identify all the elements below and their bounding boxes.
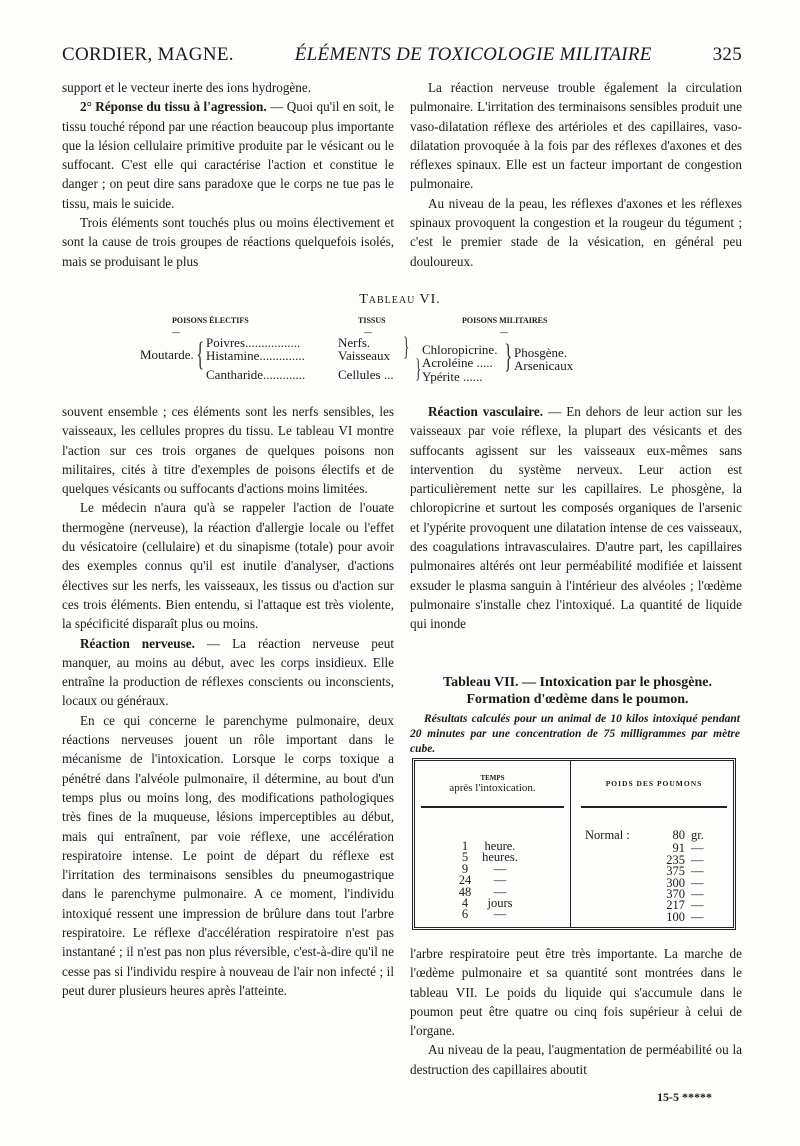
paragraph-heading: 2° Réponse du tissu à l'agression. (80, 99, 267, 115)
table-vi-header: POISONS MILITAIRES (462, 316, 548, 325)
weight-unit: — (691, 875, 704, 890)
table-row (455, 909, 570, 920)
col-header: POIDS DES POUMONS (605, 779, 703, 788)
time-unit: — (493, 861, 507, 876)
page-number: 325 (712, 44, 742, 65)
normal-label: Normal : (585, 828, 630, 842)
paragraph-text: Au niveau de la peau, l'augmentation de perméabilité ou la destruction des capillaires aboutit (410, 1042, 742, 1077)
table-vii-caption: Résultats calculés pour un animal de 10 kilos intoxiqué pendant 20 minutes par une concentration de 75 milligrammes par mètre cube. (410, 713, 740, 755)
table-row (575, 875, 733, 890)
paragraph (62, 213, 394, 271)
paragraph-text: support et le vecteur inerte des ions hydrogène. (62, 80, 312, 95)
running-title-italic: ÉLÉMENTS DE TOXICOLOGIE MILITAIRE (294, 44, 652, 65)
table-vi-cell: Cantharide............. (206, 367, 306, 382)
table-row (575, 843, 733, 854)
weight-value: 300 (666, 875, 685, 890)
paragraph-text: — Quoi qu'il en soit, le tissu touché répond par une réaction beaucoup plus importante que la lésion cellulaire primitive produite par le vésicant ou le suffocant. C'est elle qui caractérise l'action et constitue le danger ; on peut dire sans paradoxe que le corps ne tue pas le tissu, mais le suicide. (62, 99, 394, 211)
table-row (575, 889, 733, 900)
dash: — (364, 328, 372, 337)
time-value: 24 (458, 873, 472, 888)
weight-unit: — (691, 909, 704, 924)
table-row (575, 852, 733, 867)
column-bottom-right-continued (410, 944, 742, 1079)
weight-value: 235 (666, 852, 685, 867)
table-row (575, 909, 733, 924)
normal-value: 80 (672, 828, 685, 842)
table-vi-title: Tableau VI. (359, 292, 441, 307)
time-value: 48 (458, 884, 472, 899)
brace: } (504, 338, 513, 375)
table-row (575, 866, 733, 877)
time-value: 4 (461, 896, 469, 911)
time-unit: jours (487, 896, 513, 911)
weight-unit: — (691, 864, 704, 879)
normal-unit: gr. (691, 828, 704, 842)
weight-unit: — (691, 841, 704, 856)
table-row (455, 852, 570, 863)
column-top-left (62, 78, 394, 271)
running-title: CORDIER, MAGNE. (62, 44, 234, 65)
col-header-small: TEMPS (480, 773, 505, 782)
time-unit: heure. (484, 839, 516, 853)
paragraph-heading: Réaction nerveuse. (80, 635, 195, 651)
paragraph (410, 194, 742, 271)
time-unit: — (493, 884, 507, 899)
table-vi-cell: Chloropicrine. (422, 342, 498, 357)
paragraph (62, 78, 394, 97)
time-value: 5 (461, 850, 469, 865)
running-header (62, 44, 742, 66)
table-vi-root: Moutarde. (140, 347, 194, 362)
table-vi-cell: Acroléine ..... (422, 355, 493, 370)
brace: } (415, 354, 422, 383)
table-row (455, 875, 570, 886)
table-vii (412, 758, 736, 930)
column-top-right (410, 78, 742, 271)
weight-value: 370 (666, 887, 685, 902)
paragraph-heading: Réaction vasculaire. (428, 404, 544, 419)
table-row (455, 861, 570, 876)
time-unit: — (493, 873, 507, 888)
table-row-normal (575, 830, 733, 841)
paragraph (410, 1040, 742, 1079)
table-vi-cell: Histamine.............. (206, 348, 305, 363)
table-vi-cell: Arsenicaux (514, 358, 574, 373)
time-value: 9 (461, 861, 469, 876)
weight-value: 100 (666, 909, 685, 924)
paragraph-text: — La réaction nerveuse peut manquer, au moins au début, avec les corps insidieux. Elle entraîne la production de réflexes conscients ou inconscients, locaux ou généraux. (62, 635, 394, 709)
paragraph-text: Au niveau de la peau, les réflexes d'axones et les réflexes spinaux provoquent la congestion et la rougeur du tégument ; c'est le premier stade de la vésication, en général peu douloureux. (410, 195, 742, 269)
paragraph (62, 498, 394, 633)
dash: — (500, 328, 508, 337)
table-vi-header: TISSUS (358, 316, 386, 325)
paragraph (410, 78, 742, 194)
column-bottom-right (410, 402, 742, 634)
paragraph-text: Trois éléments sont touchés plus ou moins électivement et sont la cause de trois groupes de réactions quelquefois isolés, mais se produisant le plus (62, 215, 394, 269)
table-vi-cell: Vaisseaux (338, 348, 390, 363)
table-vi-cell: Poivres................. (206, 335, 301, 350)
table-vi-cell: Phosgène. (514, 345, 568, 360)
paragraph-text: l'arbre respiratoire peut être très importante. La marche de l'œdème pulmonaire et sa quantité sont montrées dans le tableau VII. Le poids du liquide qui s'accumule dans le poumon peut être quatre ou cinq fois supérieur à celui de l'organe. (410, 946, 742, 1039)
weight-value: 91 (672, 841, 685, 856)
table-vi-cell: Cellules ... (338, 367, 394, 382)
paragraph (410, 402, 742, 634)
column-bottom-left (62, 402, 394, 1000)
table-vi-header: POISONS ÉLECTIFS (172, 316, 249, 325)
time-unit: heures. (482, 850, 518, 865)
time-unit: — (493, 907, 507, 922)
printer-signature: 15-5 ***** (657, 1090, 712, 1104)
table-vii-title: Tableau VII. — Intoxication par le phosgène. Formation d'œdème dans le poumon. (443, 675, 712, 707)
paragraph (62, 711, 394, 1000)
paragraph (62, 97, 394, 213)
table-vi-cell: Nerfs. (338, 335, 371, 350)
table-vi (100, 292, 700, 386)
weight-unit: — (691, 898, 704, 913)
paragraph-text: — En dehors de leur action sur les vaisseaux par voie réflexe, la plupart des vésicants et des suffocants agissent sur les vaisseaux eux-mêmes sans intervention du système nerveux. Leur action est particulièrement nette sur les capillaires. Le phosgène, la chloropicrine et surtout les composés organiques de l'arsenic et l'ypérite provoquent une dilatation intense de ces vaisseaux, des coagulations intravasculaires. D'autre part, les capillaires pulmonaires altérés ont leur perméabilité modifiée et laissent exsuder le plasma sanguin à l'intérieur des alvéoles ; l'œdème pulmonaire s'installe chez l'intoxiqué. La quantité de liquide qui inonde (410, 404, 742, 632)
time-value: 1 (461, 839, 469, 853)
col-header: après l'intoxication. (449, 781, 536, 794)
table-vi-cell: Ypérite ...... (422, 369, 483, 384)
paragraph-text: La réaction nerveuse trouble également la circulation pulmonaire. L'irritation des terminaisons sensibles produit une vaso-dilatation réflexe des artérioles et des capillaires, vaso-dilatation provoquée à la fois par des réflexes d'axones et des réflexes spinaux. Elle est un facteur important de congestion pulmonaire. (410, 80, 742, 192)
paragraph (62, 634, 394, 711)
paragraph (410, 944, 742, 1040)
weight-value: 217 (666, 898, 685, 913)
table-row (455, 898, 570, 909)
table-row (575, 900, 733, 911)
brace: { (196, 336, 205, 373)
weight-value: 375 (666, 864, 685, 879)
weight-unit: — (691, 852, 704, 867)
weight-unit: — (691, 887, 704, 902)
dash: — (172, 328, 180, 337)
brace: } (403, 332, 410, 361)
paragraph-text: souvent ensemble ; ces éléments sont les nerfs sensibles, les vaisseaux, les cellules propres du tissu. Le tableau VI montre l'action sur ces trois organes de quelques poisons non militaires, cités à titre d'exemples de poisons électifs et de quelques vésicants ou suffocants d'actions moins limitées. (62, 404, 394, 497)
paragraph (62, 402, 394, 498)
paragraph-text: Le médecin n'aura qu'à se rappeler l'action de l'ouate thermogène (nerveuse), la réaction d'allergie locale ou l'effet du vésicatoire (cellulaire) et du sinapisme (totale) pour avoir des exemples connus qu'il est inutile d'analyser, d'actions électives sur les nerfs, les vaisseaux, les tissus ou d'action sur ces trois éléments. Bien entendu, si l'attaque est très violente, la spécificité disparaît plus ou moins. (62, 500, 394, 632)
paragraph-text: En ce qui concerne le parenchyme pulmonaire, deux réactions nerveuses jouent un rôle important dans le mécanisme de l'intoxication. Lorsque le corps toxique a pénétré dans l'alvéole pulmonaire, il détermine, au bout d'un temps plus ou moins long, des modifications pathologiques très fines de la muqueuse, lésions imperceptibles au début, mais qui entraînent, par voie réflexe, une accélération respiratoire intense. Le point de départ du réflexe est l'irritation des terminaisons sensibles du pneumogastrique dans le parenchyme pulmonaire. A ce moment, l'individu intoxiqué ressent une impression de brûlure dans tout l'arbre respiratoire. Le réflexe d'accélération respiratoire n'est pas instantané ; il n'est pas non plus réversible, c'est-à-dire qu'il ne cesse pas si l'individu respire à nouveau de l'air non infecté ; il peut durer plusieurs heures après l'atteinte. (62, 712, 394, 998)
time-value: 6 (461, 907, 469, 922)
